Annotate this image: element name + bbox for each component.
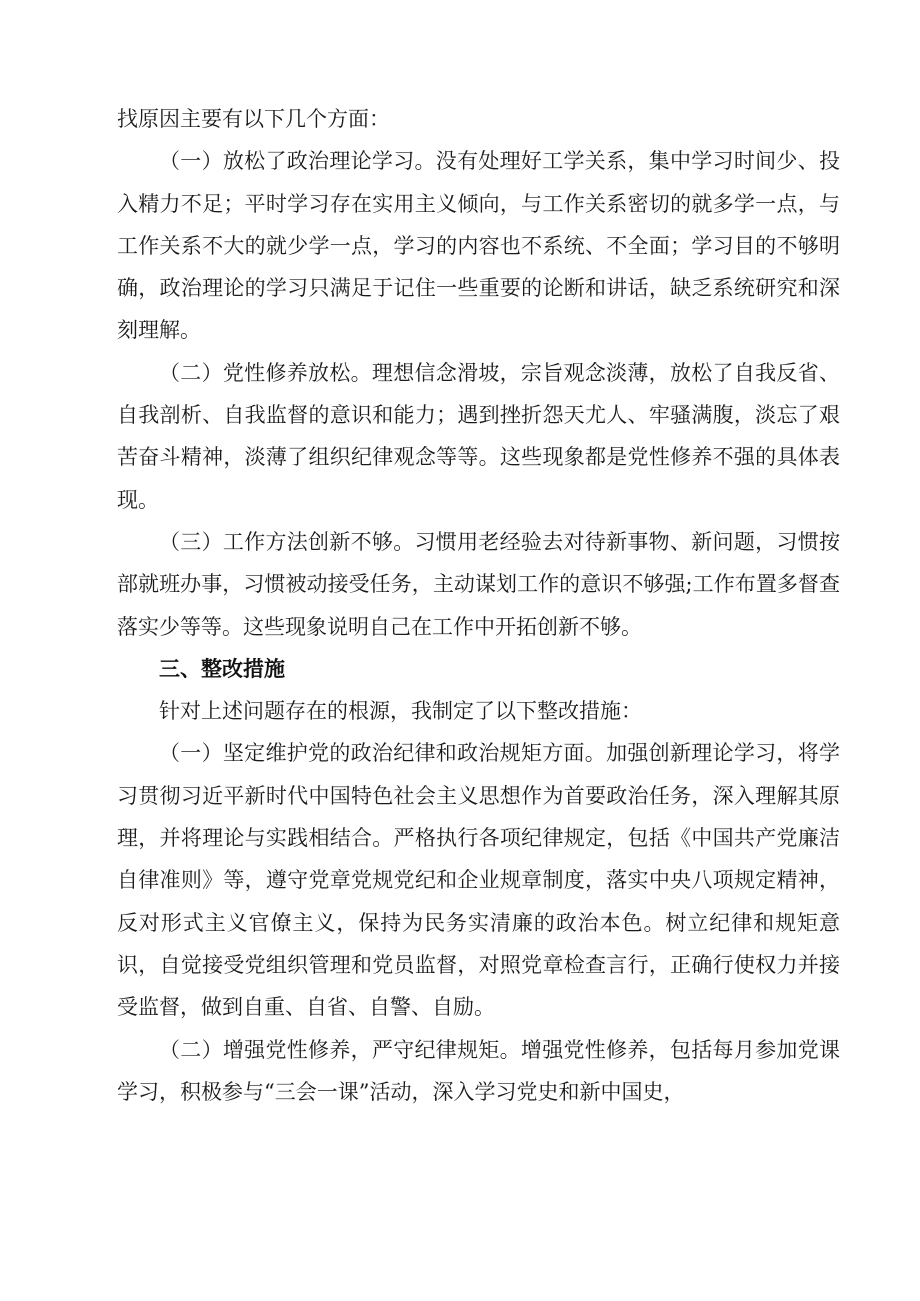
section-heading-rectification: 三、整改措施	[159, 656, 285, 681]
paragraph-cause-1: （一）放松了政治理论学习。没有处理好工学关系，集中学习时间少、投入精力不足；平时学习存在实用主义倾向，与工作关系密切的就多学一点，与工作关系不大的就少学一点，学习的内容也不系统、不全面；学习目的不够明确，政治理论的学习只满足于记住一些重要的论断和讲话，缺乏系统研究和深刻理解。	[117, 149, 840, 343]
paragraph-measure-2: （二）增强党性修养，严守纪律规矩。增强党性修养，包括每月参加党课学习，积极参与“三会一课”活动，深入学习党史和新中国史，	[117, 1037, 840, 1104]
paragraph-measure-1: （一）坚定维护党的政治纪律和政治规矩方面。加强创新理论学习，将学习贯彻习近平新时代中国特色社会主义思想作为首要政治任务，深入理解其原理，并将理论与实践相结合。严格执行各项纪律规定，包括《中国共产党廉洁自律准则》等，遵守党章党规党纪和企业规章制度，落实中央八项规定精神，反对形式主义官僚主义，保持为民务实清廉的政治本色。树立纪律和规矩意识，自觉接受党组织管理和党员监督，对照党章检查言行，正确行使权力并接受监督，做到自重、自省、自警、自励。	[117, 741, 840, 1020]
paragraph-cause-2: （二）党性修养放松。理想信念滑坡，宗旨观念淡薄，放松了自我反省、自我剖析、自我监督的意识和能力；遇到挫折怨天尤人、牢骚满腹，淡忘了艰苦奋斗精神，淡薄了组织纪律观念等等。这些现象都是党性修养不强的具体表现。	[117, 360, 840, 512]
paragraph-measures-intro: 针对上述问题存在的根源，我制定了以下整改措施：	[159, 699, 642, 724]
paragraph-intro: 找原因主要有以下几个方面：	[117, 107, 390, 131]
paragraph-cause-3: （三）工作方法创新不够。习惯用老经验去对待新事物、新问题，习惯按部就班办事，习惯被动接受任务，主动谋划工作的意识不够强;工作布置多督查落实少等等。这些现象说明自己在工作中开拓创新不够。	[117, 529, 840, 639]
